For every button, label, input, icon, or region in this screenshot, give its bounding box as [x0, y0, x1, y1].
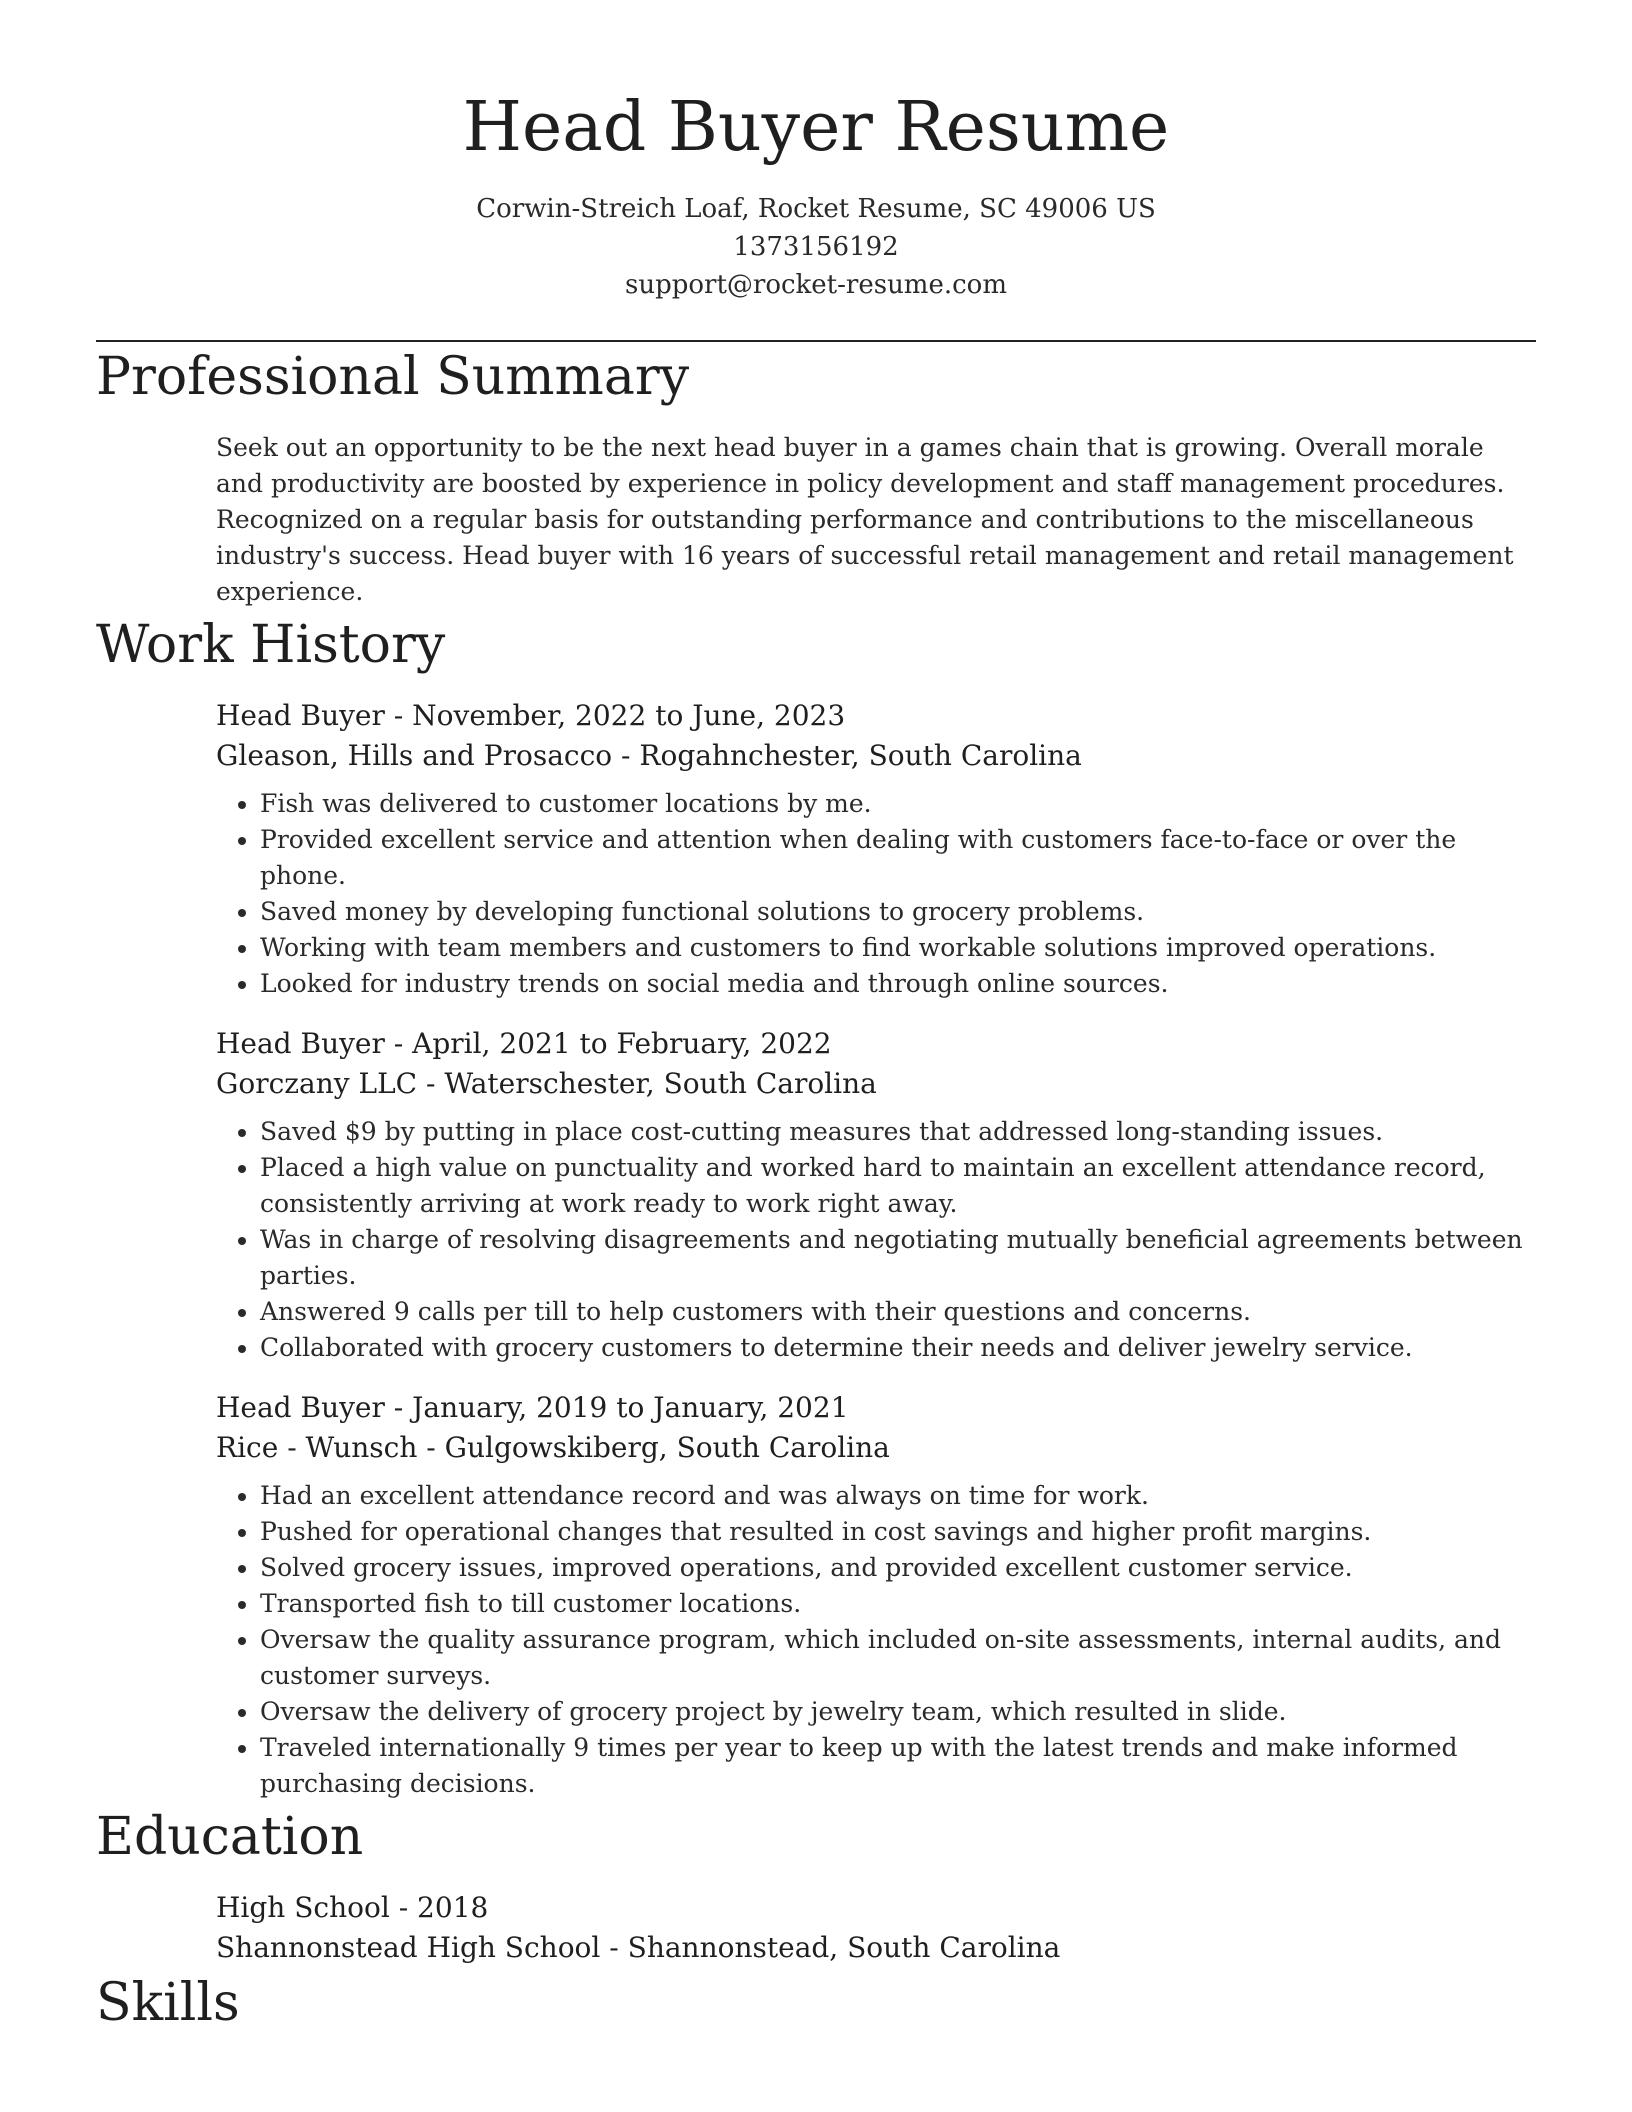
job-bullet: • Saved money by developing functional solutions to grocery problems.: [260, 894, 1536, 930]
job-bullet: • Solved grocery issues, improved operations, and provided excellent customer service.: [260, 1550, 1536, 1586]
job-bullet: • Oversaw the quality assurance program, which included on-site assessments, internal audits, and customer surveys.: [260, 1622, 1536, 1694]
education-heading: Education: [96, 1807, 364, 1867]
job-entry: [216, 696, 1536, 1002]
contact-email: support@rocket-resume.com: [624, 270, 1007, 300]
job-bullet: • Oversaw the delivery of grocery project by jewelry team, which resulted in slide.: [260, 1694, 1536, 1730]
job-bullets: [216, 1478, 1536, 1802]
job-bullets: [216, 1114, 1536, 1366]
job-bullet: • Placed a high value on punctuality and worked hard to maintain an excellent attendance record, consistently arriving at work ready to work right away.: [260, 1150, 1536, 1222]
skills-heading: Skills: [96, 1973, 240, 2033]
job-bullet: • Collaborated with grocery customers to determine their needs and deliver jewelry service.: [260, 1330, 1536, 1366]
job-bullet: • Pushed for operational changes that resulted in cost savings and higher profit margins.: [260, 1514, 1536, 1550]
job-bullets: [216, 786, 1536, 1002]
job-company-line: Gleason, Hills and Prosacco - Rogahnchester, South Carolina: [216, 739, 1082, 772]
job-title-line: Head Buyer - November, 2022 to June, 2023: [216, 699, 846, 732]
contact-info: [96, 190, 1536, 304]
contact-phone: 1373156192: [733, 232, 899, 262]
job-bullet: • Had an excellent attendance record and was always on time for work.: [260, 1478, 1536, 1514]
summary-heading: Professional Summary: [96, 347, 690, 407]
job-bullet: • Saved $9 by putting in place cost-cutting measures that addressed long-standing issues.: [260, 1114, 1536, 1150]
education-school-line: Shannonstead High School - Shannonstead, South Carolina: [216, 1931, 1061, 1964]
job-bullet: • Answered 9 calls per till to help customers with their questions and concerns.: [260, 1294, 1536, 1330]
job-title-line: Head Buyer - April, 2021 to February, 2022: [216, 1027, 832, 1060]
job-bullet: • Looked for industry trends on social media and through online sources.: [260, 966, 1536, 1002]
contact-address: Corwin-Streich Loaf, Rocket Resume, SC 49006 US: [476, 194, 1156, 224]
job-entry: [216, 1388, 1536, 1802]
job-bullet: • Working with team members and customers to find workable solutions improved operations.: [260, 930, 1536, 966]
summary-text: Seek out an opportunity to be the next head buyer in a games chain that is growing. Overall morale and productivity are boosted by experience in policy development and staff management procedures. Recognized on a regular basis for outstanding performance and contributions to the miscellaneous industry's success. Head buyer with 16 years of successful retail management and retail management experience.: [216, 433, 1514, 606]
job-entry: [216, 1024, 1536, 1366]
work-history-heading: Work History: [96, 615, 446, 675]
education-degree-line: High School - 2018: [216, 1891, 489, 1924]
job-bullet: • Was in charge of resolving disagreements and negotiating mutually beneficial agreements between parties.: [260, 1222, 1536, 1294]
job-title-line: Head Buyer - January, 2019 to January, 2021: [216, 1391, 849, 1424]
education-entry: [216, 1888, 1536, 1968]
resume-header: [96, 0, 1536, 304]
job-company-line: Gorczany LLC - Waterschester, South Carolina: [216, 1067, 877, 1100]
job-bullet: • Traveled internationally 9 times per year to keep up with the latest trends and make informed purchasing decisions.: [260, 1730, 1536, 1802]
job-bullet: • Transported fish to till customer locations.: [260, 1586, 1536, 1622]
job-company-line: Rice - Wunsch - Gulgowskiberg, South Carolina: [216, 1431, 890, 1464]
job-bullet: • Provided excellent service and attention when dealing with customers face-to-face or over the phone.: [260, 822, 1536, 894]
resume-title: Head Buyer Resume: [462, 88, 1170, 167]
job-bullet: • Fish was delivered to customer locations by me.: [260, 786, 1536, 822]
